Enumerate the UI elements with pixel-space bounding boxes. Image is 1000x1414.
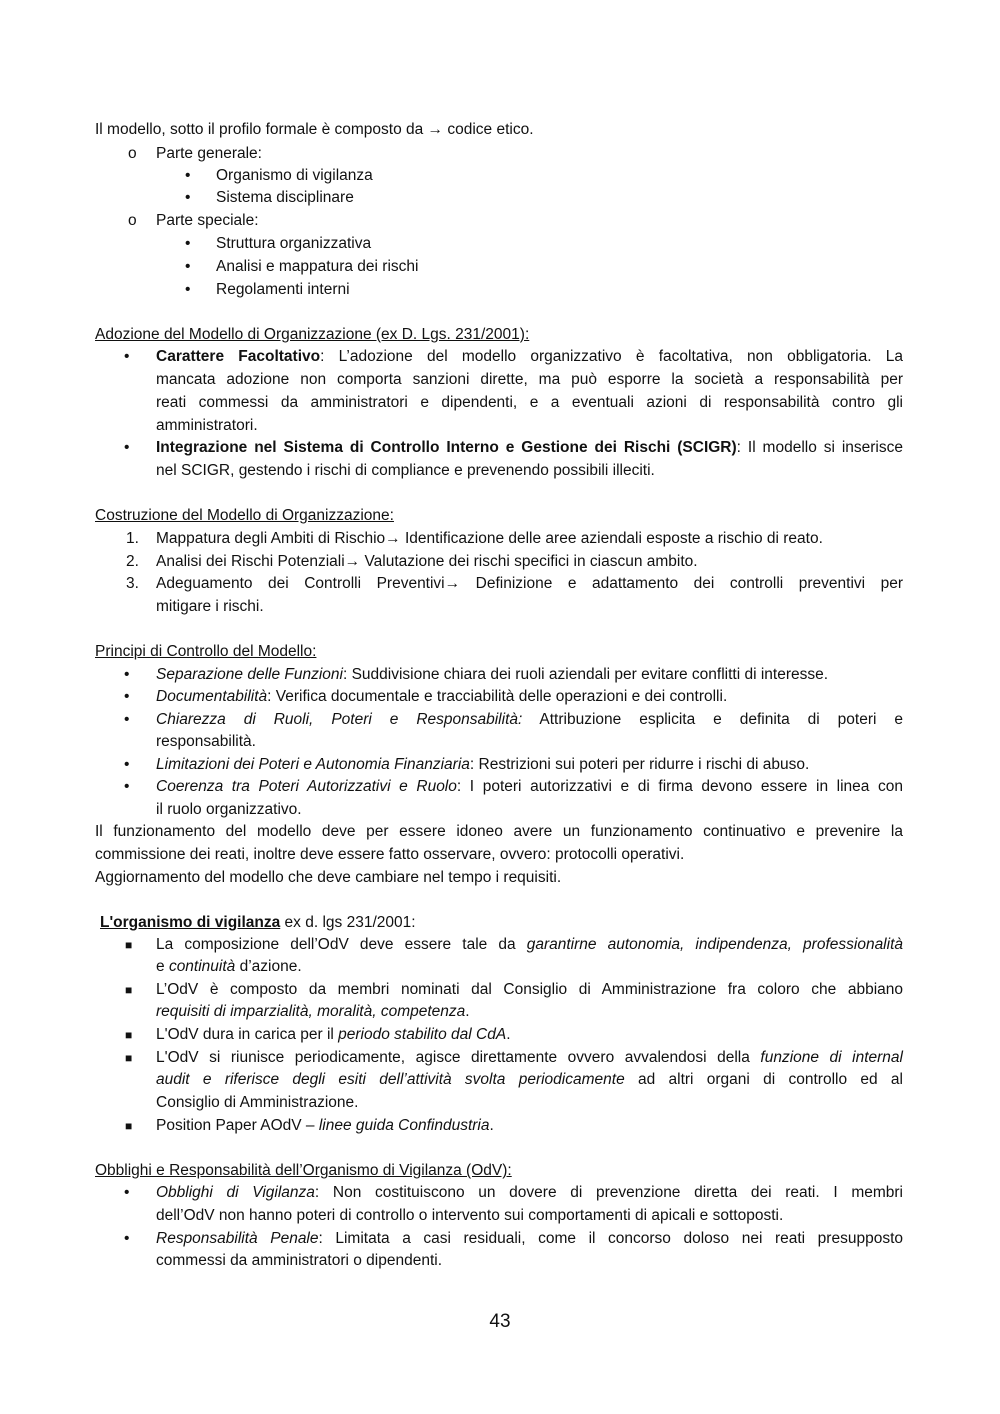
paragraph-line: amministratori. <box>156 417 258 434</box>
list-number: 2. <box>126 553 139 570</box>
bullet-marker: • <box>185 258 191 275</box>
square-bullet: ■ <box>125 1028 133 1042</box>
list-number: 1. <box>126 530 139 547</box>
line-text: La composizione dell’OdV deve essere tale da <box>156 936 527 953</box>
list-item: L’OdV è composto da membri nominati dal Consiglio di Amministrazione fra coloro che abbiano <box>156 981 903 998</box>
line-text: : Il modello si inserisce <box>736 439 903 456</box>
paragraph-line <box>156 346 903 368</box>
bullet-marker: • <box>124 439 130 456</box>
list-item: Adeguamento dei Controlli Preventivi→ Definizione e adattamento dei controlli preventivi per <box>156 575 903 592</box>
section-heading-obblighi: Obblighi e Responsabilità dell’Organismo di Vigilanza (OdV): <box>95 1162 512 1179</box>
list-item <box>156 709 903 731</box>
parte-generale-label: Parte generale: <box>156 145 262 162</box>
paragraph-line: Il funzionamento del modello deve per essere idoneo avere un funzionamento continuativo e prevenire la <box>95 823 903 840</box>
paragraph-line: reati commessi da amministratori e dipendenti, e a eventuali azioni di responsabilità contro gli <box>156 394 903 411</box>
italic-term: continuità <box>168 958 236 975</box>
line-text: ad altri organi di controllo ed al <box>624 1071 903 1088</box>
list-item-continuation: commessi da amministratori o dipendenti. <box>156 1252 443 1269</box>
bullet-marker: • <box>124 666 130 683</box>
bullet-marker: • <box>124 756 130 773</box>
paragraph-line: commissione dei reati, inoltre deve essere fatto osservare, ovvero: protocolli operativi. <box>95 846 685 863</box>
line-text: : Limitata a casi residuali, come il concorso doloso nei reati presupposto <box>318 1230 903 1247</box>
line-text: . <box>465 1003 470 1020</box>
italic-term: Chiarezza di Ruoli, Poteri e Responsabilità: <box>156 711 523 728</box>
list-number: 3. <box>126 575 139 592</box>
italic-term: Limitazioni dei Poteri e Autonomia Finanziaria <box>156 756 470 773</box>
list-item: Organismo di vigilanza <box>216 167 373 184</box>
italic-term: Responsabilità Penale <box>156 1230 319 1247</box>
italic-term: garantirne autonomia, indipendenza, professionalità <box>526 936 903 953</box>
list-item <box>156 1047 903 1069</box>
list-item <box>156 664 828 686</box>
bullet-marker: • <box>124 688 130 705</box>
line-text: : I poteri autorizzativi e di firma devono essere in linea con <box>456 778 904 795</box>
list-marker: o <box>128 145 137 162</box>
bold-heading: L'organismo di vigilanza <box>100 914 281 931</box>
line-text: L'OdV dura in carica per il <box>156 1026 339 1043</box>
intro-line: Il modello, sotto il profilo formale è composto da → codice etico. <box>95 121 534 138</box>
list-item <box>156 754 809 776</box>
line-text: Attribuzione esplicita e definita di poteri e <box>522 711 903 728</box>
list-item-continuation <box>156 956 302 978</box>
list-item-continuation: Consiglio di Amministrazione. <box>156 1094 359 1111</box>
list-item-continuation: mitigare i rischi. <box>156 598 264 615</box>
line-text: : L’adozione del modello organizzativo è facoltativa, non obbligatoria. La <box>320 348 903 365</box>
line-text: e <box>156 958 169 975</box>
bullet-marker: • <box>124 778 130 795</box>
bullet-marker: • <box>185 281 191 298</box>
list-marker: o <box>128 212 137 229</box>
paragraph-line: Aggiornamento del modello che deve cambiare nel tempo i requisiti. <box>95 869 562 886</box>
line-text: d’azione. <box>235 958 302 975</box>
line-text: Position Paper AOdV – <box>156 1117 319 1134</box>
bullet-marker: • <box>124 1184 130 1201</box>
bullet-marker: • <box>185 167 191 184</box>
list-item <box>156 1228 903 1250</box>
list-item: Sistema disciplinare <box>216 189 354 206</box>
list-item: Analisi e mappatura dei rischi <box>216 258 419 275</box>
list-item <box>156 934 903 956</box>
paragraph-line: mancata adozione non comporta sanzioni dirette, ma può esporre la società a responsabilità per <box>156 371 903 388</box>
square-bullet: ■ <box>125 1051 133 1065</box>
heading-rest: ex d. lgs 231/2001: <box>280 914 416 931</box>
list-item <box>156 686 727 708</box>
bold-term: Integrazione nel Sistema di Controllo Interno e Gestione dei Rischi (SCIGR) <box>156 439 737 456</box>
italic-term: Obblighi di Vigilanza <box>156 1184 315 1201</box>
bold-term: Carattere Facoltativo <box>156 348 321 365</box>
line-text: . <box>489 1117 494 1134</box>
bullet-marker: • <box>124 348 130 365</box>
italic-term: Coerenza tra Poteri Autorizzativi e Ruolo <box>156 778 457 795</box>
paragraph-line <box>156 437 903 459</box>
parte-speciale-label: Parte speciale: <box>156 212 259 229</box>
list-item <box>156 776 903 798</box>
italic-term: Separazione delle Funzioni <box>156 666 343 683</box>
list-item-continuation: il ruolo organizzativo. <box>156 801 302 818</box>
line-text: : Suddivisione chiara dei ruoli aziendali per evitare conflitti di interesse. <box>342 666 829 683</box>
bullet-marker: • <box>185 189 191 206</box>
square-bullet: ■ <box>125 983 133 997</box>
list-item <box>156 1024 511 1046</box>
list-item-continuation: responsabilità. <box>156 733 256 750</box>
list-item: Mappatura degli Ambiti di Rischio→ Identificazione delle aree aziendali esposte a rischio di reato. <box>156 530 823 547</box>
list-item: Analisi dei Rischi Potenziali→ Valutazione dei rischi specifici in ciascun ambito. <box>156 553 698 570</box>
list-item-continuation <box>156 1069 903 1091</box>
square-bullet: ■ <box>125 1119 133 1133</box>
italic-term: Documentabilità <box>156 688 268 705</box>
bullet-marker: • <box>124 1230 130 1247</box>
italic-term: requisiti di imparzialità, moralità, competenza <box>156 1003 466 1020</box>
section-heading-principi: Principi di Controllo del Modello: <box>95 643 317 660</box>
list-item: Regolamenti interni <box>216 281 350 298</box>
list-item: Struttura organizzativa <box>216 235 372 252</box>
italic-term: periodo stabilito dal CdA <box>338 1026 507 1043</box>
list-item <box>156 1115 494 1137</box>
list-item-continuation: dell’OdV non hanno poteri di controllo o intervento sui comportamenti di apicali e sottoposti. <box>156 1207 784 1224</box>
bullet-marker: • <box>185 235 191 252</box>
section-heading-adozione: Adozione del Modello di Organizzazione (ex D. Lgs. 231/2001): <box>95 326 530 343</box>
italic-term: audit e riferisce degli esiti dell’attività svolta periodicamente <box>156 1071 625 1088</box>
bullet-marker: • <box>124 711 130 728</box>
line-text: L'OdV si riunisce periodicamente, agisce direttamente ovvero avvalendosi della <box>156 1049 761 1066</box>
list-item <box>156 1182 903 1204</box>
line-text: : Verifica documentale e tracciabilità delle operazioni e dei controlli. <box>267 688 728 705</box>
italic-term: linee guida Confindustria <box>318 1117 490 1134</box>
italic-term: funzione di internal <box>760 1049 903 1066</box>
section-heading-costruzione: Costruzione del Modello di Organizzazione: <box>95 507 394 524</box>
square-bullet: ■ <box>125 938 133 952</box>
paragraph-line: nel SCIGR, gestendo i rischi di compliance e prevenendo possibili illeciti. <box>156 462 655 479</box>
section-heading-odv <box>100 912 416 934</box>
list-item-continuation <box>156 1001 470 1023</box>
line-text: : Restrizioni sui poteri per ridurre i rischi di abuso. <box>469 756 810 773</box>
line-text: . <box>506 1026 511 1043</box>
line-text: : Non costituiscono un dovere di prevenzione diretta dei reati. I membri <box>314 1184 903 1201</box>
page-number: 43 <box>489 1311 511 1332</box>
